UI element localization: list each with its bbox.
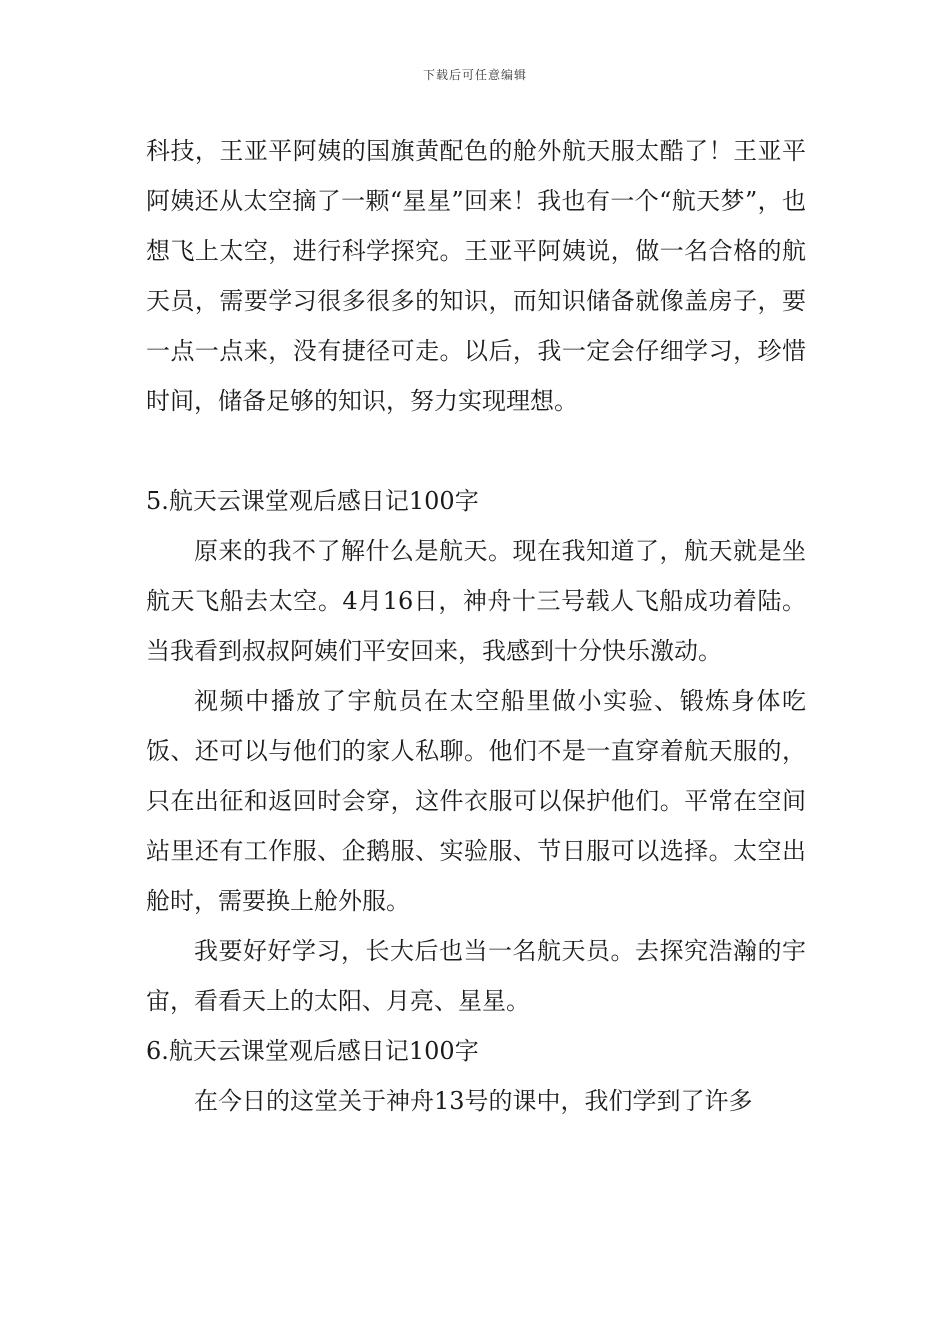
page-header: 下载后可任意编辑 — [422, 68, 527, 82]
section-5-title: 5.航天云课堂观后感日记100字 — [146, 487, 479, 515]
section-5-paragraph-2: 视频中播放了宇航员在太空船里做小实验、锻炼身体吃饭、还可以与他们的家人私聊。他们不是一直穿着航天服的，只在出征和返回时会穿，这件衣服可以保护他们。平常在空间站里还有工作服、企鹅服、实验服、节日服可以选择。太空出舱时，需要换上舱外服。 — [146, 687, 806, 915]
section-5-paragraph-1: 原来的我不了解什么是航天。现在我知道了，航天就是坐航天飞船去太空。4月16日，神舟十三号载人飞船成功着陆。当我看到叔叔阿姨们平安回来，我感到十分快乐激动。 — [146, 537, 806, 665]
section-4-continuation: 科技，王亚平阿姨的国旗黄配色的舱外航天服太酷了！王亚平阿姨还从太空摘了一颗“星星”回来！我也有一个“航天梦”，也想飞上太空，进行科学探究。王亚平阿姨说，做一名合格的航天员，需要学习很多很多的知识，而知识储备就像盖房子，要一点一点来，没有捷径可走。以后，我一定会仔细学习，珍惜时间，储备足够的知识，努力实现理想。 — [146, 137, 806, 415]
section-gap — [146, 426, 806, 476]
section-6-title: 6.航天云课堂观后感日记100字 — [146, 1037, 479, 1065]
section-6-paragraph-1: 在今日的这堂关于神舟13号的课中，我们学到了许多 — [194, 1087, 753, 1115]
document-body — [146, 126, 806, 1126]
section-5-paragraph-3: 我要好好学习，长大后也当一名航天员。去探究浩瀚的宇宙，看看天上的太阳、月亮、星星。 — [146, 937, 806, 1015]
